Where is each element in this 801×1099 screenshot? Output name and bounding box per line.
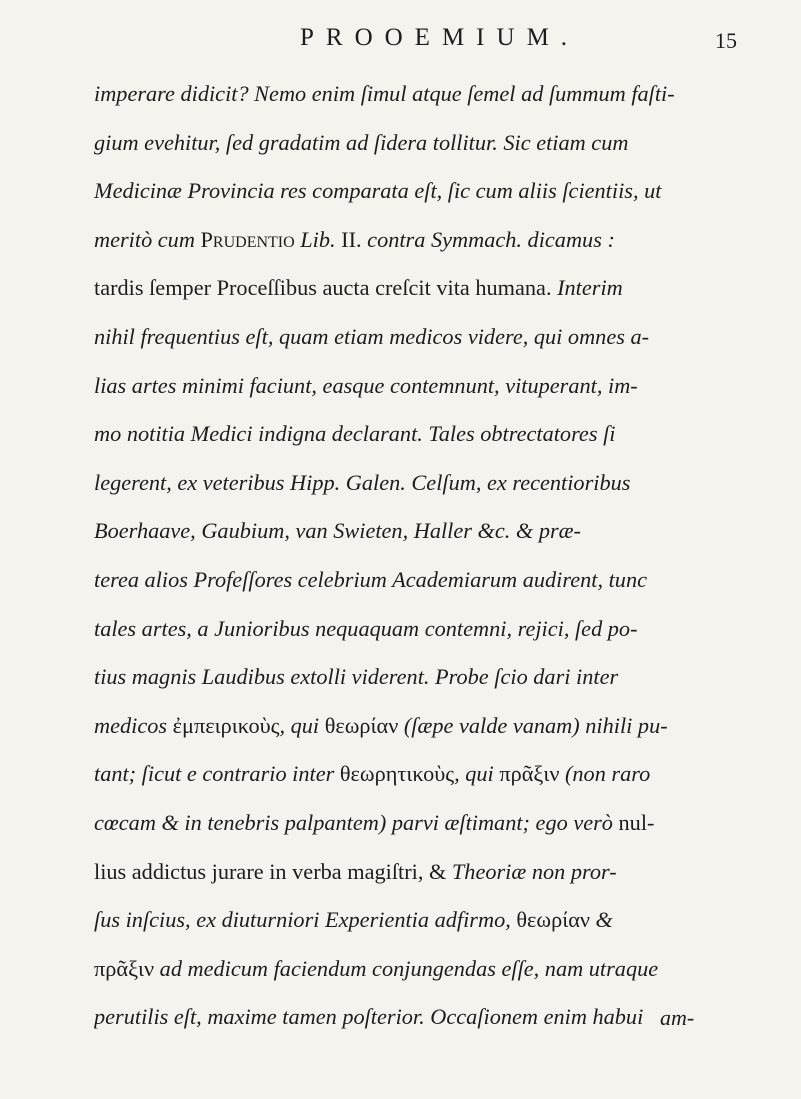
text-segment: ſus inſcius, ex diuturniori Experientia adfirmo, xyxy=(94,907,517,933)
text-segment: Medicinæ Provincia res comparata eſt, ſic cum aliis ſcientiis, ut xyxy=(94,178,662,204)
text-segment: cœcam & in tenebris palpantem) parvi æſtimant; ego verò xyxy=(94,809,619,835)
text-segment: πρᾶξιν xyxy=(94,955,155,981)
text-segment: Lib. xyxy=(300,226,336,252)
text-segment: Theoriæ non pror- xyxy=(451,858,617,884)
text-line xyxy=(94,70,734,119)
text-segment: θεωρητικοὺς xyxy=(339,761,455,787)
text-segment: perutilis eſt, maxime tamen poſterior. Occaſionem enim habui xyxy=(94,1004,644,1030)
text-line xyxy=(94,896,734,945)
text-line xyxy=(94,264,734,313)
text-segment: mo notitia Medici indigna declarant. Tales obtrectatores ſi xyxy=(94,421,616,447)
text-line xyxy=(94,216,734,265)
text-line xyxy=(94,702,734,751)
text-segment: Prudentio xyxy=(200,226,301,252)
text-segment: tius magnis Laudibus extolli viderent. Probe ſcio dari inter xyxy=(94,664,619,690)
page-number: 15 xyxy=(715,28,737,53)
text-segment: lias artes minimi faciunt, easque contemnunt, vituperant, im- xyxy=(94,372,638,398)
text-segment: , qui xyxy=(454,761,500,787)
text-segment: contra Symmach. dicamus : xyxy=(367,226,615,252)
text-segment: Boerhaave, Gaubium, van Swieten, Haller &c. & præ- xyxy=(94,518,581,544)
text-segment: πρᾶξιν xyxy=(499,761,560,787)
text-segment: nul- xyxy=(618,809,655,835)
text-segment: nihil frequentius eſt, quam etiam medicos videre, qui omnes a- xyxy=(94,323,650,349)
text-segment: θεωρίαν xyxy=(324,712,399,738)
text-line xyxy=(94,945,734,994)
text-line xyxy=(94,119,734,168)
text-segment: meritò cum xyxy=(94,226,201,252)
text-line xyxy=(94,459,734,508)
running-title: PROOEMIUM. xyxy=(300,24,580,51)
text-line xyxy=(94,799,734,848)
text-segment: lius addictus jurare in verba magiſtri, & xyxy=(94,858,452,884)
text-segment: medicos xyxy=(94,712,173,738)
text-line xyxy=(94,556,734,605)
text-line xyxy=(94,507,734,556)
text-line xyxy=(94,605,734,654)
text-line xyxy=(94,410,734,459)
page-header xyxy=(0,20,801,60)
catchword: am- xyxy=(660,1005,695,1030)
text-line xyxy=(94,653,734,702)
text-line xyxy=(94,848,734,897)
text-line xyxy=(94,313,734,362)
text-segment: imperare didicit? Nemo enim ſimul atque ſemel ad ſummum faſti- xyxy=(94,81,675,106)
text-segment: tant; ſicut e contrario inter xyxy=(94,761,340,787)
text-line xyxy=(94,362,734,411)
text-segment: tardis ſemper Proceſſibus aucta creſcit vita humana. xyxy=(94,275,558,301)
text-segment: legerent, ex veteribus Hipp. Galen. Celſum, ex recentioribus xyxy=(94,469,631,495)
text-segment: tales artes, a Junioribus nequaquam contemni, rejici, ſed po- xyxy=(94,615,638,641)
text-line xyxy=(94,167,734,216)
text-line xyxy=(94,993,734,1042)
text-segment: terea alios Profeſſores celebrium Academiarum audirent, tunc xyxy=(94,566,647,592)
body-text xyxy=(94,70,734,1042)
text-segment: gium evehitur, ſed gradatim ad ſidera tollitur. Sic etiam cum xyxy=(94,129,629,155)
text-segment: (ſæpe valde vanam) nihili pu- xyxy=(398,712,668,738)
text-segment: II. xyxy=(335,226,368,252)
text-segment: & xyxy=(589,907,613,933)
text-line xyxy=(94,750,734,799)
text-segment: ad medicum faciendum conjungendas eſſe, nam utraque xyxy=(154,955,659,981)
text-segment: , qui xyxy=(279,712,325,738)
text-segment: θεωρίαν xyxy=(516,907,590,933)
text-segment: Interim xyxy=(557,275,623,301)
text-segment: (non raro xyxy=(559,761,651,787)
text-segment: ἐμπειρικοὺς xyxy=(172,712,280,738)
